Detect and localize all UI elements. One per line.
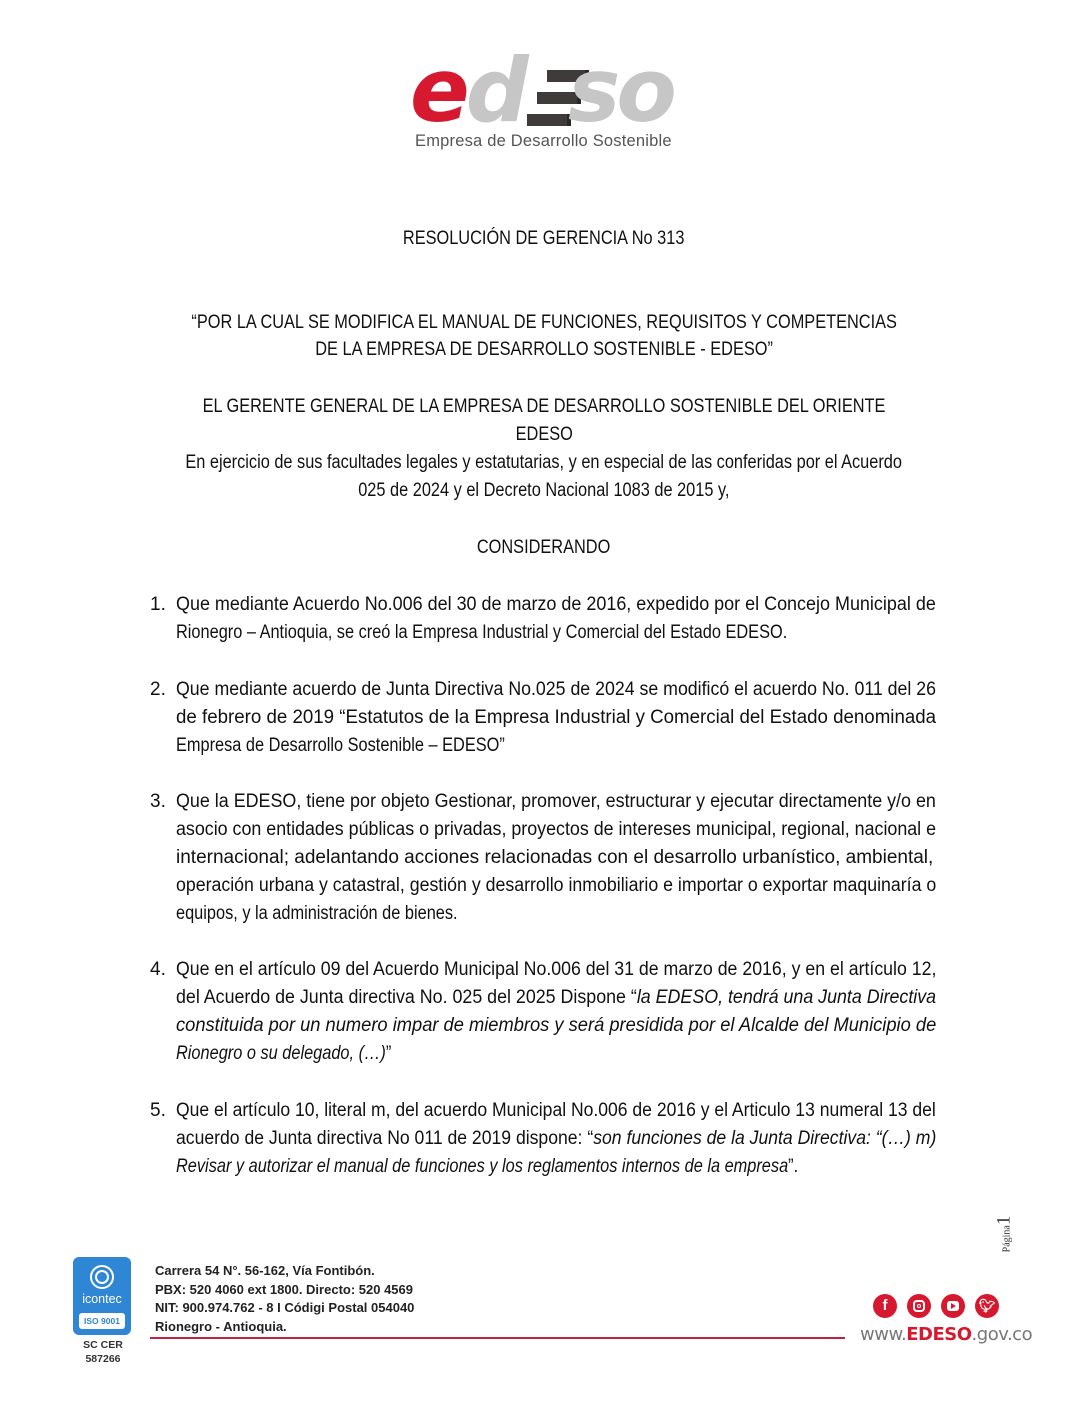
instagram-icon[interactable] xyxy=(907,1294,931,1318)
item-quote: Rionegro o su delegado, (…) xyxy=(176,1043,386,1064)
item-line: asocio con entidades públicas o privadas, proyectos de intereses municipal, regional, nacional e xyxy=(176,819,937,840)
cert-iso: ISO 9001 xyxy=(79,1313,125,1329)
authority-line-2: EDESO xyxy=(515,424,573,445)
item-line: Que en el artículo 09 del Acuerdo Municipal No.006 del 31 de marzo de 2016, y en el artículo 12, xyxy=(176,959,937,980)
logo-wordmark xyxy=(410,39,525,142)
item-number: 3. xyxy=(150,791,166,812)
powers-line-1: En ejercicio de sus facultades legales y estatutarias, y en especial de las conferidas por el Acuerdo xyxy=(185,452,903,473)
footer-address xyxy=(155,1262,414,1336)
address-line: NIT: 900.974.762 - 8 I Códigi Postal 054040 xyxy=(155,1300,415,1315)
item-line: Rionegro – Antioquia, se creó la Empresa Industrial y Comercial del Estado EDESO. xyxy=(176,622,788,643)
considering-item-4 xyxy=(150,956,936,1068)
considering-item-5 xyxy=(150,1097,936,1181)
considering-heading: CONSIDERANDO xyxy=(477,537,611,558)
website-suffix: .gov.co xyxy=(971,1324,1033,1345)
item-quote: son funciones de la Junta Directiva: “(…) m) xyxy=(593,1128,937,1149)
item-line xyxy=(176,1125,936,1153)
item-line: Que mediante Acuerdo No.006 del 30 de marzo de 2016, expedido por el Concejo Municipal de xyxy=(176,594,936,615)
considering-item-3 xyxy=(150,788,936,928)
powers-line-2: 025 de 2024 y el Decreto Nacional 1083 de 2015 y, xyxy=(358,480,730,501)
item-text: acuerdo de Junta directiva No 011 de 2019 dispone: “ xyxy=(176,1128,594,1149)
item-text: ” xyxy=(385,1043,392,1064)
item-line: Que mediante acuerdo de Junta Directiva No.025 de 2024 se modificó el acuerdo No. 011 del 26 xyxy=(176,679,936,700)
page-label: Página xyxy=(1001,1225,1013,1253)
item-line: Que el artículo 10, literal m, del acuerdo Municipal No.006 de 2016 y el Articulo 13 numeral 13 del xyxy=(176,1100,936,1121)
item-number: 1. xyxy=(150,594,166,615)
subject-line-2: DE LA EMPRESA DE DESARROLLO SOSTENIBLE - EDESO” xyxy=(315,339,773,360)
item-line: equipos, y la administración de bienes. xyxy=(176,903,458,924)
logo-letter-e: e xyxy=(410,39,466,142)
page-number xyxy=(993,1205,1028,1265)
website-link[interactable] xyxy=(860,1324,1032,1345)
logo-tagline: Empresa de Desarrollo Sostenible xyxy=(415,132,672,150)
facebook-icon[interactable]: f xyxy=(873,1294,897,1318)
considering-item-2 xyxy=(150,676,936,760)
cert-code-line: 587266 xyxy=(85,1353,121,1365)
item-line: operación urbana y catastral, gestión y desarrollo inmobiliario e importar o exportar maquinaría o xyxy=(176,875,937,896)
item-number: 2. xyxy=(150,679,166,700)
logo-letter-d: d xyxy=(465,39,525,142)
cert-code xyxy=(70,1338,136,1366)
cert-name: icontec xyxy=(82,1292,122,1306)
cert-code-line: SC CER xyxy=(83,1339,123,1351)
icontec-logo-inner-ring xyxy=(95,1270,109,1284)
website-brand: EDESO xyxy=(906,1324,972,1345)
item-line: internacional; adelantando acciones relacionadas con el desarrollo urbanístico, ambiental, xyxy=(176,847,934,868)
item-quote: la EDESO, tendrá una Junta Directiva xyxy=(636,987,937,1008)
item-number: 5. xyxy=(150,1100,166,1121)
item-line: Que la EDESO, tiene por objeto Gestionar, promover, estructurar y ejecutar directamente y/o en xyxy=(176,791,936,812)
twitter-icon[interactable]: 🐦︎ xyxy=(975,1294,999,1318)
logo-letters-so: so xyxy=(568,39,673,142)
item-number: 4. xyxy=(150,959,166,980)
subject-line-1: “POR LA CUAL SE MODIFICA EL MANUAL DE FUNCIONES, REQUISITOS Y COMPETENCIAS xyxy=(191,312,897,333)
address-line: PBX: 520 4060 ext 1800. Directo: 520 4569 xyxy=(155,1281,414,1297)
item-line: Empresa de Desarrollo Sostenible – EDESO” xyxy=(176,735,505,756)
item-line xyxy=(176,1040,391,1068)
page-number-value: 1 xyxy=(993,1215,1015,1226)
youtube-icon[interactable] xyxy=(941,1294,965,1318)
item-line: de febrero de 2019 “Estatutos de la Empresa Industrial y Comercial del Estado denominada xyxy=(176,707,937,728)
address-line: Carrera 54 N°. 56-162, Vía Fontibón. xyxy=(155,1263,375,1278)
authority-line-1: EL GERENTE GENERAL DE LA EMPRESA DE DESARROLLO SOSTENIBLE DEL ORIENTE xyxy=(202,396,886,417)
item-line xyxy=(176,984,936,1012)
item-text: del Acuerdo de Junta directiva No. 025 del 2025 Dispone “ xyxy=(176,987,637,1008)
edeso-logo xyxy=(410,39,690,158)
item-text: ”. xyxy=(788,1156,799,1177)
item-line xyxy=(176,1153,798,1181)
website-prefix: www. xyxy=(860,1324,907,1345)
considering-item-1 xyxy=(150,591,936,647)
resolution-title: RESOLUCIÓN DE GERENCIA No 313 xyxy=(403,228,685,249)
address-line: Rionegro - Antioquia. xyxy=(155,1318,287,1334)
footer-divider xyxy=(150,1337,845,1339)
item-quote: Revisar y autorizar el manual de funciones y los reglamentos internos de la empresa xyxy=(176,1156,789,1177)
item-quote: constituida por un numero impar de miembros y será presidida por el Alcalde del Municipio de xyxy=(176,1015,937,1036)
icontec-certification-badge xyxy=(73,1257,131,1335)
